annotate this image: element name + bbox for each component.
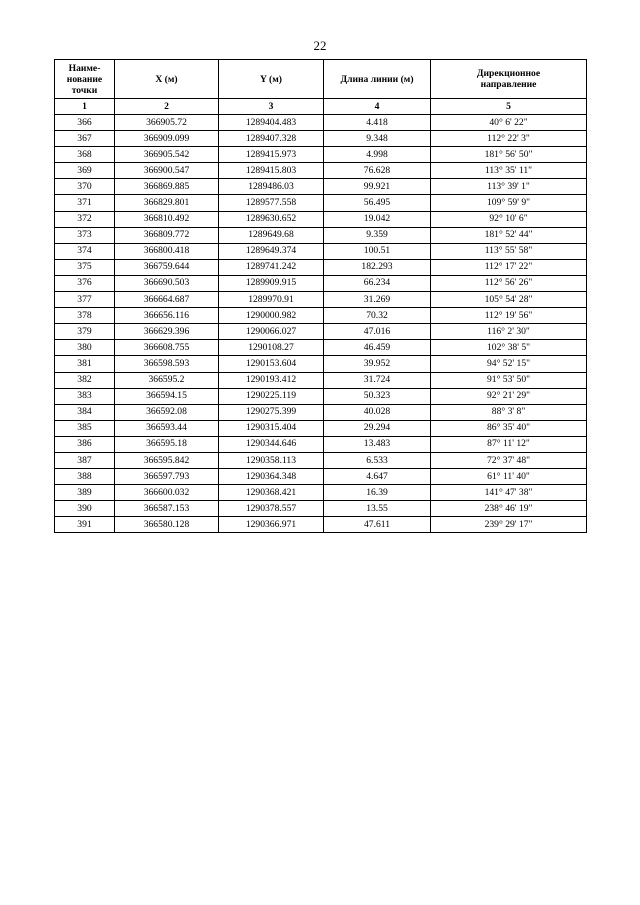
cell-direction: 113° 55' 58" [431, 243, 587, 259]
cell-point-name: 385 [55, 420, 115, 436]
cell-point-name: 373 [55, 227, 115, 243]
cell-x: 366905.542 [115, 147, 219, 163]
table-row [55, 115, 587, 131]
cell-direction: 141° 47' 38" [431, 485, 587, 501]
cell-point-name: 387 [55, 452, 115, 468]
cell-direction: 112° 22' 3" [431, 131, 587, 147]
table-row [55, 340, 587, 356]
cell-x: 366580.128 [115, 517, 219, 533]
header-x: X (м) [115, 60, 219, 99]
cell-line-length: 13.483 [324, 436, 431, 452]
cell-y: 1289909.915 [219, 275, 324, 291]
cell-line-length: 16.39 [324, 485, 431, 501]
cell-x: 366592.08 [115, 404, 219, 420]
cell-x: 366595.18 [115, 436, 219, 452]
table-row [55, 501, 587, 517]
cell-direction: 238° 46' 19" [431, 501, 587, 517]
cell-x: 366909.099 [115, 131, 219, 147]
cell-line-length: 39.952 [324, 356, 431, 372]
cell-point-name: 376 [55, 275, 115, 291]
cell-y: 1289649.68 [219, 227, 324, 243]
cell-direction: 86° 35' 40" [431, 420, 587, 436]
cell-y: 1289649.374 [219, 243, 324, 259]
table-row [55, 356, 587, 372]
cell-x: 366595.842 [115, 452, 219, 468]
cell-y: 1290153.604 [219, 356, 324, 372]
table-row [55, 179, 587, 195]
cell-line-length: 4.998 [324, 147, 431, 163]
cell-point-name: 371 [55, 195, 115, 211]
cell-y: 1289630.652 [219, 211, 324, 227]
cell-point-name: 372 [55, 211, 115, 227]
cell-direction: 181° 56' 50" [431, 147, 587, 163]
table-row [55, 517, 587, 533]
cell-line-length: 29.294 [324, 420, 431, 436]
table-row [55, 420, 587, 436]
cell-y: 1290275.399 [219, 404, 324, 420]
cell-x: 366656.116 [115, 308, 219, 324]
cell-x: 366905.72 [115, 115, 219, 131]
table-row [55, 372, 587, 388]
cell-direction: 181° 52' 44" [431, 227, 587, 243]
cell-x: 366809.772 [115, 227, 219, 243]
cell-y: 1289415.803 [219, 163, 324, 179]
cell-line-length: 99.921 [324, 179, 431, 195]
cell-y: 1290358.113 [219, 452, 324, 468]
cell-point-name: 375 [55, 259, 115, 275]
cell-x: 366810.492 [115, 211, 219, 227]
cell-x: 366629.396 [115, 324, 219, 340]
cell-point-name: 389 [55, 485, 115, 501]
cell-x: 366600.032 [115, 485, 219, 501]
cell-point-name: 380 [55, 340, 115, 356]
table-row [55, 292, 587, 308]
cell-line-length: 182.293 [324, 259, 431, 275]
cell-x: 366594.15 [115, 388, 219, 404]
cell-x: 366595.2 [115, 372, 219, 388]
column-number: 2 [115, 99, 219, 115]
cell-y: 1290000.982 [219, 308, 324, 324]
cell-x: 366608.755 [115, 340, 219, 356]
table-row [55, 147, 587, 163]
table-row [55, 388, 587, 404]
cell-direction: 92° 10' 6" [431, 211, 587, 227]
cell-line-length: 66.234 [324, 275, 431, 291]
table-row [55, 485, 587, 501]
cell-point-name: 377 [55, 292, 115, 308]
cell-y: 1290368.421 [219, 485, 324, 501]
table-row [55, 131, 587, 147]
cell-point-name: 369 [55, 163, 115, 179]
cell-x: 366587.153 [115, 501, 219, 517]
cell-direction: 112° 56' 26" [431, 275, 587, 291]
cell-point-name: 390 [55, 501, 115, 517]
cell-line-length: 47.016 [324, 324, 431, 340]
cell-y: 1290366.971 [219, 517, 324, 533]
cell-point-name: 378 [55, 308, 115, 324]
coordinates-table [54, 59, 587, 533]
cell-direction: 40° 6' 22" [431, 115, 587, 131]
cell-direction: 87° 11' 12" [431, 436, 587, 452]
cell-point-name: 367 [55, 131, 115, 147]
cell-y: 1290225.119 [219, 388, 324, 404]
cell-line-length: 100.51 [324, 243, 431, 259]
cell-x: 366664.687 [115, 292, 219, 308]
table-row [55, 436, 587, 452]
cell-direction: 109° 59' 9" [431, 195, 587, 211]
cell-y: 1290315.404 [219, 420, 324, 436]
cell-direction: 72° 37' 48" [431, 452, 587, 468]
cell-point-name: 381 [55, 356, 115, 372]
cell-line-length: 4.418 [324, 115, 431, 131]
cell-point-name: 368 [55, 147, 115, 163]
cell-line-length: 4.647 [324, 469, 431, 485]
table-body [55, 115, 587, 533]
cell-x: 366900.547 [115, 163, 219, 179]
cell-line-length: 56.495 [324, 195, 431, 211]
column-number: 4 [324, 99, 431, 115]
table-row [55, 243, 587, 259]
column-number: 5 [431, 99, 587, 115]
cell-x: 366690.503 [115, 275, 219, 291]
cell-direction: 239° 29' 17" [431, 517, 587, 533]
cell-line-length: 40.028 [324, 404, 431, 420]
cell-y: 1290108.27 [219, 340, 324, 356]
cell-y: 1290364.348 [219, 469, 324, 485]
header-point-name: Наиме- нование точки [55, 60, 115, 99]
cell-direction: 92° 21' 29" [431, 388, 587, 404]
cell-point-name: 379 [55, 324, 115, 340]
cell-y: 1290344.646 [219, 436, 324, 452]
column-number-row [55, 99, 587, 115]
table-row [55, 195, 587, 211]
cell-direction: 116° 2' 30" [431, 324, 587, 340]
cell-line-length: 50.323 [324, 388, 431, 404]
cell-y: 1289970.91 [219, 292, 324, 308]
cell-y: 1289407.328 [219, 131, 324, 147]
cell-direction: 112° 17' 22" [431, 259, 587, 275]
cell-line-length: 9.348 [324, 131, 431, 147]
cell-direction: 113° 39' 1" [431, 179, 587, 195]
table-row [55, 324, 587, 340]
cell-x: 366597.793 [115, 469, 219, 485]
cell-direction: 112° 19' 56" [431, 308, 587, 324]
cell-y: 1290066.027 [219, 324, 324, 340]
cell-point-name: 388 [55, 469, 115, 485]
cell-line-length: 31.724 [324, 372, 431, 388]
cell-point-name: 384 [55, 404, 115, 420]
cell-line-length: 70.32 [324, 308, 431, 324]
table-row [55, 163, 587, 179]
cell-direction: 91° 53' 50" [431, 372, 587, 388]
cell-point-name: 370 [55, 179, 115, 195]
table-header-row [55, 60, 587, 99]
table-row [55, 452, 587, 468]
cell-y: 1289404.483 [219, 115, 324, 131]
cell-y: 1289415.973 [219, 147, 324, 163]
cell-line-length: 46.459 [324, 340, 431, 356]
cell-x: 366800.418 [115, 243, 219, 259]
cell-point-name: 386 [55, 436, 115, 452]
cell-point-name: 366 [55, 115, 115, 131]
cell-y: 1289577.558 [219, 195, 324, 211]
column-number: 1 [55, 99, 115, 115]
cell-x: 366598.593 [115, 356, 219, 372]
cell-point-name: 382 [55, 372, 115, 388]
cell-x: 366759.644 [115, 259, 219, 275]
cell-x: 366829.801 [115, 195, 219, 211]
cell-line-length: 9.359 [324, 227, 431, 243]
cell-direction: 113° 35' 11" [431, 163, 587, 179]
table-row [55, 469, 587, 485]
cell-y: 1289741.242 [219, 259, 324, 275]
cell-x: 366593.44 [115, 420, 219, 436]
cell-y: 1289486.03 [219, 179, 324, 195]
column-number: 3 [219, 99, 324, 115]
table-row [55, 308, 587, 324]
page-number: 22 [313, 38, 327, 53]
cell-point-name: 391 [55, 517, 115, 533]
header-y: Y (м) [219, 60, 324, 99]
cell-x: 366869.885 [115, 179, 219, 195]
cell-line-length: 6.533 [324, 452, 431, 468]
table-row [55, 227, 587, 243]
header-direction: Дирекционное направление [431, 60, 587, 99]
cell-line-length: 31.269 [324, 292, 431, 308]
table-row [55, 259, 587, 275]
cell-line-length: 13.55 [324, 501, 431, 517]
cell-direction: 102° 38' 5" [431, 340, 587, 356]
cell-direction: 61° 11' 40" [431, 469, 587, 485]
table-row [55, 275, 587, 291]
cell-point-name: 383 [55, 388, 115, 404]
table-row [55, 211, 587, 227]
cell-line-length: 19.042 [324, 211, 431, 227]
cell-direction: 88° 3' 8" [431, 404, 587, 420]
header-line-length: Длина линии (м) [324, 60, 431, 99]
cell-direction: 105° 54' 28" [431, 292, 587, 308]
cell-point-name: 374 [55, 243, 115, 259]
cell-y: 1290378.557 [219, 501, 324, 517]
cell-line-length: 47.611 [324, 517, 431, 533]
table-row [55, 404, 587, 420]
cell-direction: 94° 52' 15" [431, 356, 587, 372]
cell-line-length: 76.628 [324, 163, 431, 179]
cell-y: 1290193.412 [219, 372, 324, 388]
